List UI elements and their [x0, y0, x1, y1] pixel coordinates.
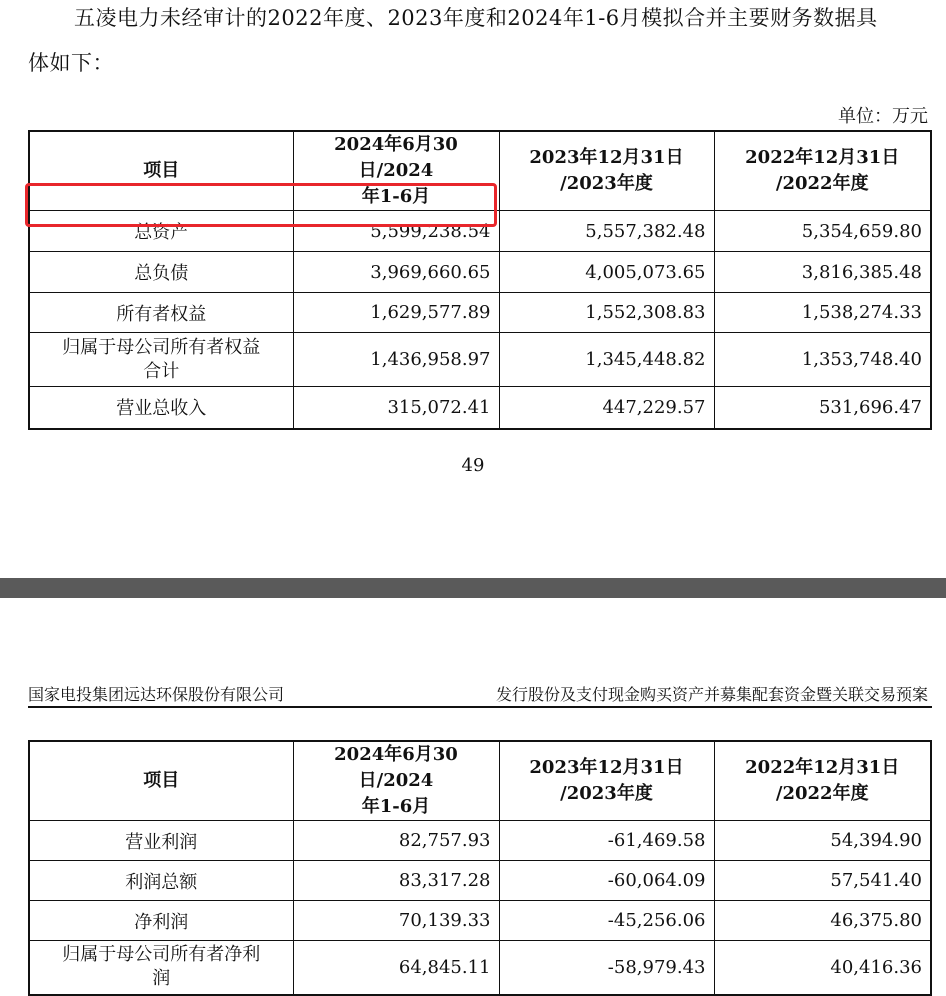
cell-value: 1,345,448.82 — [499, 333, 714, 387]
intro-line-2: 体如下： — [28, 51, 114, 75]
header-col-2022: 2022年12月31日 /2022年度 — [714, 131, 931, 211]
cell-value: 5,557,382.48 — [499, 211, 714, 252]
header-col-2024: 2024年6月30日/2024 年1-6月 — [293, 741, 499, 821]
row-label: 总资产 — [29, 211, 293, 252]
cell-value: 70,139.33 — [293, 901, 499, 941]
page-separator — [0, 578, 946, 598]
cell-value: 40,416.36 — [714, 941, 931, 995]
table-row — [29, 941, 931, 995]
header-col-2024: 2024年6月30日/2024 年1-6月 — [293, 131, 499, 211]
cell-value: -60,064.09 — [499, 861, 714, 901]
document-page-bottom — [0, 598, 946, 990]
cell-value: 1,538,274.33 — [714, 293, 931, 333]
header-item: 项目 — [29, 131, 293, 211]
header-col-2023: 2023年12月31日 /2023年度 — [499, 131, 714, 211]
cell-value: 64,845.11 — [293, 941, 499, 995]
table-row — [29, 901, 931, 941]
table-header-row — [29, 131, 931, 211]
row-label: 归属于母公司所有者净利 润 — [29, 941, 293, 995]
cell-value: 531,696.47 — [714, 387, 931, 429]
cell-value: 83,317.28 — [293, 861, 499, 901]
cell-value: 54,394.90 — [714, 821, 931, 861]
header-rule — [28, 706, 932, 708]
cell-value: 3,816,385.48 — [714, 252, 931, 293]
table-row — [29, 861, 931, 901]
cell-value: 1,436,958.97 — [293, 333, 499, 387]
cell-value: -58,979.43 — [499, 941, 714, 995]
cell-value: 5,599,238.54 — [293, 211, 499, 252]
table-row — [29, 252, 931, 293]
cell-value: 3,969,660.65 — [293, 252, 499, 293]
cell-value: 315,072.41 — [293, 387, 499, 429]
cell-value: 1,353,748.40 — [714, 333, 931, 387]
header-item: 项目 — [29, 741, 293, 821]
balance-sheet-table — [28, 130, 932, 430]
header-document-title: 发行股份及支付现金购买资产并募集配套资金暨关联交易预案 — [495, 685, 928, 704]
row-label: 营业利润 — [29, 821, 293, 861]
table-row — [29, 293, 931, 333]
cell-value: 57,541.40 — [714, 861, 931, 901]
cell-value: 82,757.93 — [293, 821, 499, 861]
table-row — [29, 387, 931, 429]
row-label: 利润总额 — [29, 861, 293, 901]
cell-value: 4,005,073.65 — [499, 252, 714, 293]
unit-label: 单位：万元 — [838, 106, 928, 127]
cell-value: 46,375.80 — [714, 901, 931, 941]
row-label: 归属于母公司所有者权益 合计 — [29, 333, 293, 387]
table-row — [29, 211, 931, 252]
cell-value: -45,256.06 — [499, 901, 714, 941]
header-company: 国家电投集团远达环保股份有限公司 — [28, 685, 285, 704]
table-row — [29, 821, 931, 861]
cell-value: -61,469.58 — [499, 821, 714, 861]
header-col-2023: 2023年12月31日 /2023年度 — [499, 741, 714, 821]
row-label: 所有者权益 — [29, 293, 293, 333]
income-statement-table — [28, 740, 932, 996]
cell-value: 1,629,577.89 — [293, 293, 499, 333]
intro-line-1: 五凌电力未经审计的2022年度、2023年度和2024年1-6月模拟合并主要财务数据具 — [74, 6, 878, 30]
table-header-row — [29, 741, 931, 821]
row-label: 营业总收入 — [29, 387, 293, 429]
cell-value: 1,552,308.83 — [499, 293, 714, 333]
table-row — [29, 333, 931, 387]
cell-value: 447,229.57 — [499, 387, 714, 429]
cell-value: 5,354,659.80 — [714, 211, 931, 252]
header-col-2022: 2022年12月31日 /2022年度 — [714, 741, 931, 821]
page-number: 49 — [461, 455, 485, 476]
row-label: 净利润 — [29, 901, 293, 941]
row-label: 总负债 — [29, 252, 293, 293]
